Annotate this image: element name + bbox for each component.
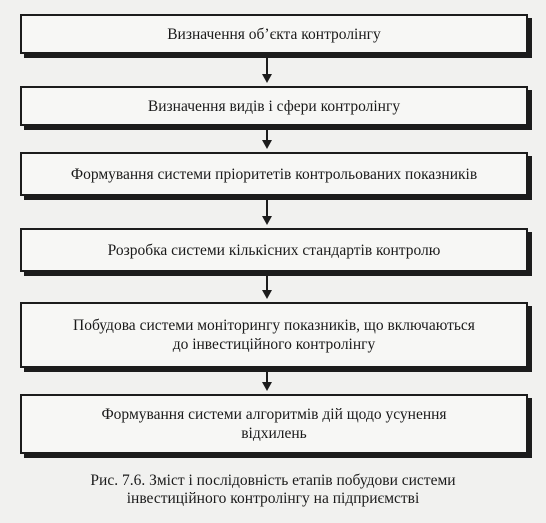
- caption-line-2: інвестиційного контролінгу на підприємстві: [126, 490, 420, 507]
- step-5-text-line-2: до інвестиційного контролінгу: [172, 336, 376, 353]
- step-5-text-line-1: Побудова системи моніторингу показників, що включаються: [73, 317, 475, 334]
- step-box-4: [20, 228, 528, 272]
- arrow-down-icon: [262, 275, 272, 299]
- step-6-text-line-2: відхилень: [241, 425, 307, 442]
- arrow-down-icon: [262, 57, 272, 83]
- arrow-down-icon: [262, 199, 272, 225]
- arrow-down-icon: [262, 129, 272, 149]
- arrow-down-5: [262, 371, 272, 391]
- step-box-5: [20, 302, 528, 368]
- step-4-text: Розробка системи кількісних стандартів контролю: [107, 241, 441, 259]
- arrow-down-3: [262, 199, 272, 225]
- step-3-text: Формування системи пріоритетів контрольованих показників: [70, 165, 478, 183]
- arrow-down-1: [262, 57, 272, 83]
- step-6-text-line-1: Формування системи алгоритмів дій щодо усунення: [101, 406, 447, 423]
- step-box-3: [20, 152, 528, 196]
- step-box-2: [20, 86, 528, 126]
- arrow-down-2: [262, 129, 272, 149]
- step-1-text: Визначення об’єкта контролінгу: [167, 25, 381, 43]
- arrow-down-icon: [262, 371, 272, 391]
- arrow-down-4: [262, 275, 272, 299]
- caption-line-1: Рис. 7.6. Зміст і послідовність етапів побудови системи: [90, 472, 456, 489]
- figure-caption: [0, 472, 546, 508]
- step-2-text: Визначення видів і сфери контролінгу: [147, 97, 401, 115]
- step-box-1: [20, 14, 528, 54]
- step-box-6: [20, 394, 528, 454]
